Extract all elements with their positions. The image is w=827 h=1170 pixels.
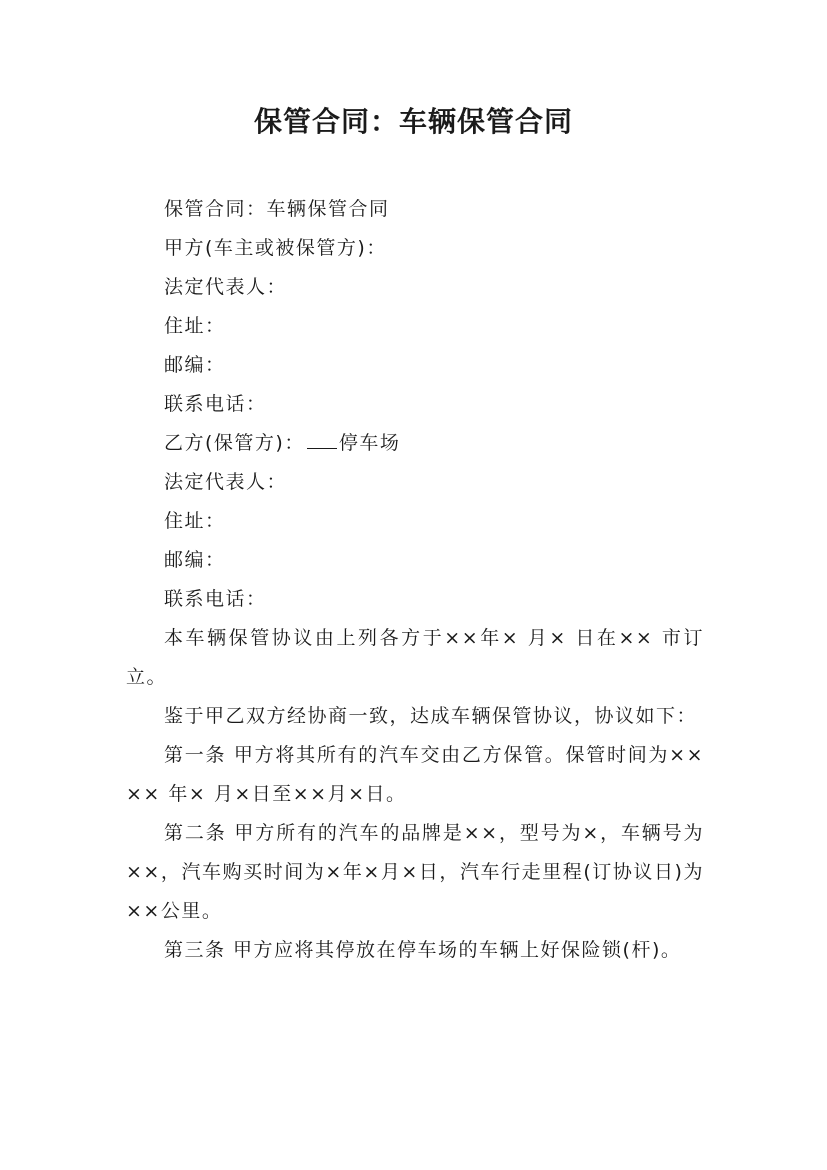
article-1: 第一条 甲方将其所有的汽车交由乙方保管。保管时间为×××× 年× 月×日至××月×日。 [126,744,704,805]
article-2: 第二条 甲方所有的汽车的品牌是××，型号为×，车辆号为××，汽车购买时间为×年×月×日，汽车行走里程(订协议日)为××公里。 [126,822,704,922]
party-b-phone: 联系电话： [164,588,267,610]
document-title: 保管合同：车辆保管合同 [253,105,573,138]
blank-underline [307,426,337,449]
intro-paragraph: 本车辆保管协议由上列各方于××年× 月× 日在×× 市订立。 [126,627,704,688]
party-b-line [126,424,704,463]
party-a-line: 甲方(车主或被保管方)： [164,237,387,259]
party-a-postcode: 邮编： [164,354,226,376]
party-a-phone: 联系电话： [164,393,267,415]
document-body [126,190,704,970]
consensus-paragraph: 鉴于甲乙双方经协商一致，达成车辆保管协议，协议如下： [164,705,698,727]
contract-heading-line: 保管合同：车辆保管合同 [164,198,390,220]
party-b-suffix: 停车场 [338,432,401,454]
article-3: 第三条 甲方应将其停放在停车场的车辆上好保险锁(杆)。 [164,939,682,961]
party-b-representative: 法定代表人： [164,471,288,493]
party-b-prefix: 乙方(保管方)： [164,432,305,454]
party-b-postcode: 邮编： [164,549,226,571]
party-a-representative: 法定代表人： [164,276,288,298]
party-a-address: 住址： [164,315,226,337]
party-b-address: 住址： [164,510,226,532]
